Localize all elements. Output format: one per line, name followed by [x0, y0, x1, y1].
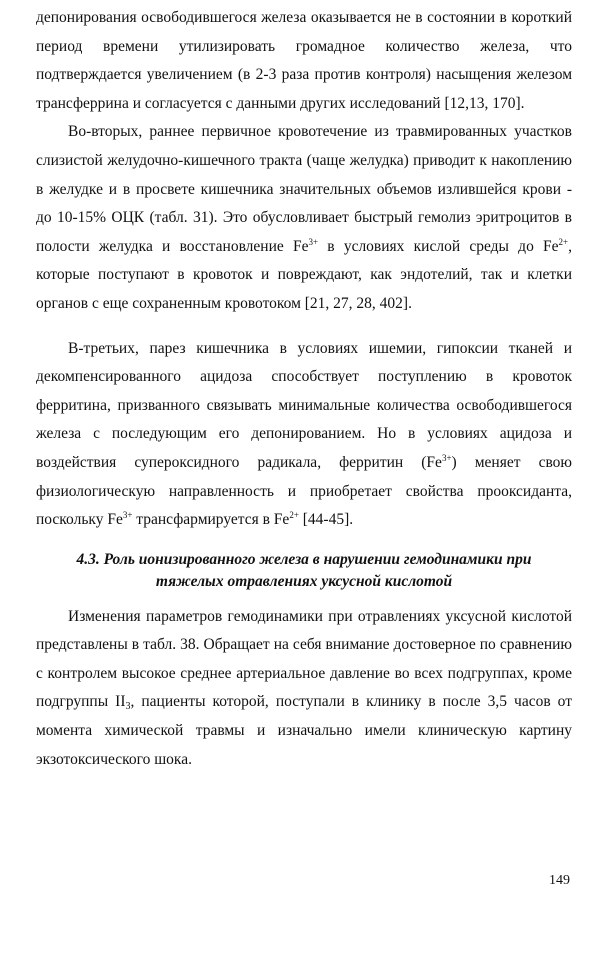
page-number: 149 [549, 873, 570, 888]
paragraph-text: [44-45]. [298, 511, 354, 529]
paragraph-thirdly [36, 335, 572, 535]
subscript-index: 3 [125, 701, 131, 713]
paragraph-text: трансфармируется в Fe [132, 511, 290, 529]
paragraph-text: ) меняет свою физиологическую направленность и приобретает свойства прооксиданта, поскольку Fe [36, 453, 572, 529]
paragraph-text: , пациенты которой, поступали в клинику в после 3,5 часов от момента химической травмы и изначально имели клиническую картину экзотоксического шока. [36, 693, 572, 768]
superscript-charge: 3+ [122, 510, 133, 521]
paragraph-hemodynamics [36, 603, 572, 775]
superscript-charge: 2+ [558, 236, 569, 247]
paragraph-text: В-третьих, парез кишечника в условиях ишемии, гипоксии тканей и декомпенсированного ацидоза способствует поступлению в кровоток ферритина, призванного связывать минимальные количества освободившегося железа с последующим его депонированием. Но в условиях ацидоза и воздействия супероксидного радикала, ферритин (Fe [36, 339, 572, 471]
superscript-charge: 2+ [289, 510, 299, 521]
paragraph-text: , которые поступают в кровоток и повреждают, как эндотелий, так и клетки органов с еще сохраненным кровотоком [21, 27, 28, 402]. [36, 237, 572, 312]
section-heading-line: тяжелых отравлениях уксусной кислотой [155, 572, 453, 590]
paragraph-text: в условиях кислой среды до Fe [318, 237, 559, 255]
paragraph-text: депонирования освободившегося железа оказывается не в состоянии в короткий период времени утилизировать громадное количество железа, что подтверждается увеличением (в 2-3 раза против контроля) насыщения железом трансферрина и согласуется с данными других исследований [12,13, 170]. [36, 9, 572, 112]
paragraph-secondly [36, 118, 572, 318]
superscript-charge: 3+ [308, 236, 319, 247]
section-heading-line: 4.3. Роль ионизированного железа в нарушении гемодинамики при [76, 550, 532, 568]
paragraph-continuation [36, 4, 572, 118]
paragraph-text: Во-вторых, раннее первичное кровотечение из травмированных участков слизистой желудочно-кишечного тракта (чаще желудка) приводит к накоплению в желудке и в просвете кишечника значительных объемов излившейся крови - до 10-15% ОЦК (табл. 31). Это обусловливает быстрый гемолиз эритроцитов в полости желудка и восстановление Fe [36, 123, 572, 255]
paragraph-text: Изменения параметров гемодинамики при отравлениях уксусной кислотой представлены в табл. 38. Обращает на себя внимание достоверное по сравнению с контролем высокое среднее артериальное давление во всех подгруппах, кроме подгруппы II [36, 607, 572, 711]
superscript-charge: 3+ [441, 452, 452, 463]
body-text [36, 4, 572, 774]
section-heading [36, 549, 572, 593]
